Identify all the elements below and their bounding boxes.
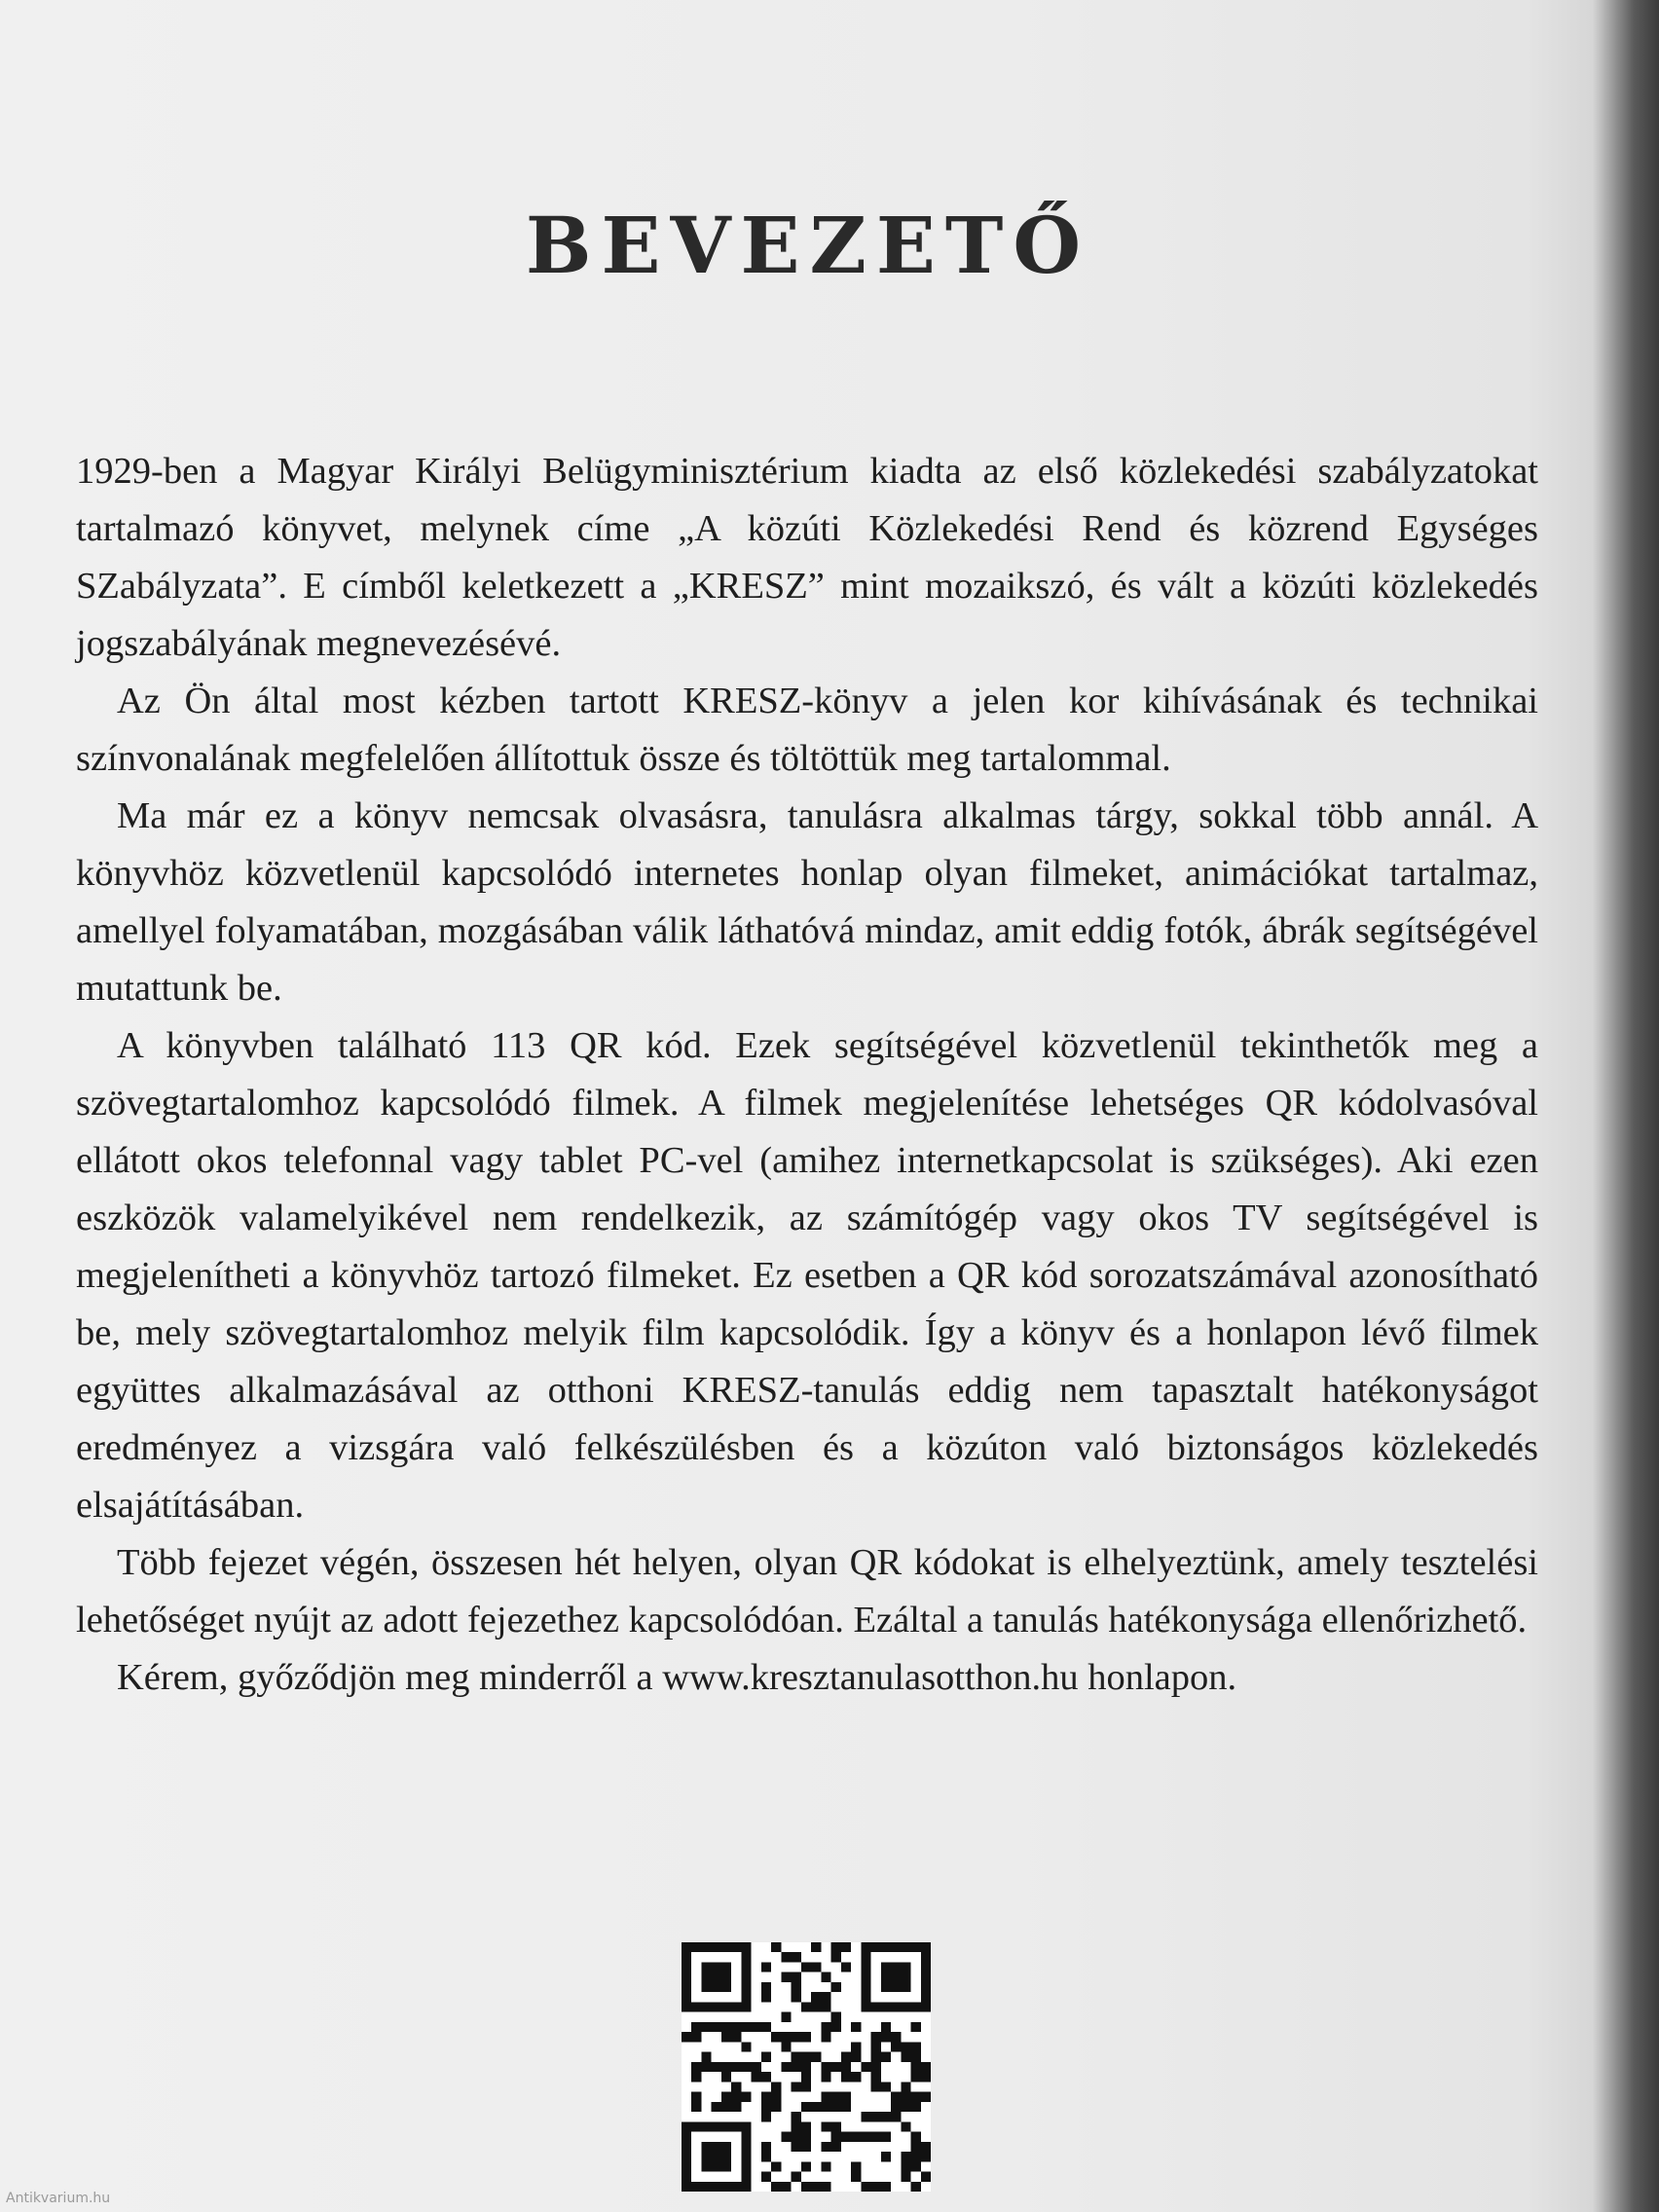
qr-module [771,2082,781,2091]
qr-module [741,1982,751,1992]
qr-module [741,2062,751,2072]
qr-module [921,2172,931,2182]
qr-module [741,2132,751,2142]
paragraph-1: 1929-ben a Magyar Királyi Belügyminisztérium kiadta az első közlekedési szabályzatokat tartalmazó könyvet, melynek címe „A közúti Közlekedési Rend és közrend Egységes SZabályzata”. E címből keletkezett a „KRESZ” mint mozaikszó, és vált a közúti közlekedés jogszabályának megnevezésévé. [76,451,1538,664]
qr-module [891,2042,901,2051]
qr-module [801,2062,811,2072]
qr-module [691,2002,701,2011]
qr-module [831,2062,841,2072]
qr-module [841,2092,851,2102]
qr-module [741,2042,751,2051]
qr-module [721,2121,731,2131]
qr-module [921,2072,931,2082]
qr-module [792,2082,801,2091]
qr-module [881,2032,891,2042]
qr-module [801,2072,811,2082]
qr-module [911,2161,921,2171]
qr-module [771,2032,781,2042]
qr-module [821,2092,830,2102]
qr-module [821,2022,830,2032]
qr-module [881,1972,891,1982]
qr-module [811,2052,821,2062]
qr-module [682,2132,691,2142]
qr-module [682,2152,691,2161]
qr-module [691,2182,701,2192]
qr-module [831,1952,841,1962]
qr-module [691,2062,701,2072]
qr-module [861,2112,870,2121]
qr-module [682,1952,691,1962]
qr-module [781,2032,791,2042]
qr-module [731,2121,741,2131]
qr-module [761,2152,771,2161]
qr-module [901,2102,910,2112]
website-link[interactable]: www.kresztanulasotthon.hu [662,1657,1079,1698]
qr-module [721,1982,731,1992]
qr-module [691,2022,701,2032]
qr-module [691,2072,701,2082]
qr-module [821,2142,830,2152]
qr-module [861,2132,870,2142]
qr-module [831,2142,841,2152]
qr-module [911,2022,921,2032]
qr-module [781,2012,791,2022]
qr-module [851,2052,861,2062]
qr-module [811,2102,821,2112]
qr-module [861,2182,870,2192]
qr-module [831,2022,841,2032]
qr-module [801,2161,811,2171]
qr-module [871,2112,881,2121]
qr-module [881,2082,891,2091]
qr-module [821,2161,830,2171]
qr-module [761,1992,771,2002]
qr-module [871,2042,881,2051]
qr-module [792,1952,801,1962]
qr-module [691,2121,701,2131]
qr-module [682,2161,691,2171]
qr-module [891,1972,901,1982]
qr-module [761,2052,771,2062]
qr-module [821,2102,830,2112]
qr-module [841,1942,851,1952]
qr-module [921,1952,931,1962]
qr-module [792,1992,801,2002]
qr-module [911,2142,921,2152]
qr-module [821,2121,830,2131]
qr-module [781,2042,791,2051]
qr-module [741,1952,751,1962]
qr-module [721,2092,731,2102]
qr-module [861,2002,870,2011]
qr-module [811,1992,821,2002]
qr-module [771,2102,781,2112]
qr-module [801,2182,811,2192]
qr-module [871,2032,881,2042]
qr-module [682,1992,691,2002]
qr-module [911,2002,921,2011]
qr-module [731,2082,741,2091]
qr-module [792,2121,801,2131]
closing-text-before: Kérem, győződjön meg minderről a [117,1657,663,1698]
qr-module [901,2121,910,2131]
qr-module [901,2082,910,2091]
qr-module [701,2121,711,2131]
qr-module [861,1942,870,1952]
qr-module [731,2092,741,2102]
qr-module [792,2032,801,2042]
qr-module [792,2142,801,2152]
qr-module [761,2102,771,2112]
paragraph-3: Ma már ez a könyv nemcsak olvasásra, tanulásra alkalmas tárgy, sokkal több annál. A könyvhöz közvetlenül kapcsolódó internetes honlap olyan filmeket, animációkat tartalmaz, amellyel folyamatában, mozgásában válik láthatóvá mindaz, amit eddig fotók, ábrák segítségével mutattunk be. [76,795,1538,1009]
qr-module [761,2092,771,2102]
qr-module [921,2092,931,2102]
qr-module [821,1992,830,2002]
qr-module [881,2182,891,2192]
qr-module [831,2102,841,2112]
qr-module [801,2002,811,2011]
qr-module [811,2182,821,2192]
qr-module [881,2052,891,2062]
qr-module [691,2102,701,2112]
qr-module [921,2142,931,2152]
qr-module [721,2022,731,2032]
qr-module [741,2172,751,2182]
qr-module [841,1962,851,1972]
qr-module [721,2161,731,2171]
qr-module [741,2182,751,2192]
qr-module [701,1962,711,1972]
qr-module [901,2002,910,2011]
qr-module [801,1962,811,1972]
watermark-text: Antikvarium.hu [6,2191,111,2206]
qr-module [871,2132,881,2142]
qr-module [891,2102,901,2112]
qr-module [712,1972,721,1982]
qr-module [861,1952,870,1962]
qr-module [781,2182,791,2192]
qr-module [801,2142,811,2152]
qr-module [801,2121,811,2131]
closing-text-after: honlapon. [1078,1657,1237,1698]
qr-module [831,1982,841,1992]
qr-module [901,1972,910,1982]
qr-module [781,1952,791,1962]
qr-module [741,2142,751,2152]
qr-module [741,2161,751,2171]
qr-module [712,1942,721,1952]
qr-module [861,1982,870,1992]
qr-module [901,2152,910,2161]
qr-module [741,2022,751,2032]
qr-module [712,1962,721,1972]
qr-module [682,1962,691,1972]
qr-module [851,2161,861,2171]
closing-paragraph [76,1649,1538,1707]
qr-module [821,2072,830,2082]
qr-module [861,1962,870,1972]
qr-module [861,1992,870,2002]
qr-module [841,2102,851,2112]
qr-module [761,2172,771,2182]
qr-module [771,2161,781,2171]
qr-module [881,1982,891,1992]
qr-module [921,1972,931,1982]
qr-module [911,2152,921,2161]
qr-module [831,1942,841,1952]
qr-module [891,2112,901,2121]
qr-module [921,1962,931,1972]
qr-module [831,2121,841,2131]
qr-module [841,2132,851,2142]
qr-module [881,1942,891,1952]
qr-module [792,1972,801,1982]
qr-module [881,2112,891,2121]
qr-module [801,2032,811,2042]
qr-module [911,2092,921,2102]
qr-module [792,2062,801,2072]
qr-module [841,2062,851,2072]
qr-module [911,2072,921,2082]
qr-module [821,2182,830,2192]
qr-module [792,2052,801,2062]
qr-module [741,1942,751,1952]
qr-module [761,2022,771,2032]
qr-module [712,2062,721,2072]
qr-module [741,2152,751,2161]
qr-module [911,2132,921,2142]
qr-module [901,1942,910,1952]
qr-module [712,2102,721,2112]
qr-module [771,2092,781,2102]
qr-module [811,1962,821,1972]
page-title: BEVEZETŐ [525,200,1091,291]
qr-module [682,2002,691,2011]
qr-module [921,1942,931,1952]
qr-module [731,2032,741,2042]
qr-module [901,1962,910,1972]
qr-module [921,2002,931,2011]
qr-module [731,2062,741,2072]
qr-module [792,1982,801,1992]
qr-module [701,2062,711,2072]
qr-module [901,2172,910,2182]
qr-module [701,2182,711,2192]
paragraph-4: A könyvben található 113 QR kód. Ezek segítségével közvetlenül tekinthetők meg a szövegtartalomhoz kapcsolódó filmek. A filmek megjelenítése lehetséges QR kódolvasóval ellátott okos telefonnal vagy tablet PC-vel (amihez internetkapcsolat is szükséges). Aki ezen eszközök valamelyikével nem rendelkezik, az számítógép vagy okos TV segítségével is megjelenítheti a könyvhöz tartozó filmeket. Ez esetben a QR kód sorozatszámával azonosítható be, mely szövegtartalomhoz melyik film kapcsolódik. Így a könyv és a honlapon lévő filmek együttes alkalmazásával az otthoni KRESZ-tanulás eddig nem tapasztalt hatékonyságot eredményez a vizsgára való felkészülésben és a közúton való biztonságos közlekedés elsajátításában. [76,1025,1538,1526]
qr-module [682,2182,691,2192]
qr-module [752,2072,761,2082]
qr-module [712,1982,721,1992]
qr-module [771,2182,781,2192]
qr-module [921,2152,931,2161]
qr-module [741,2002,751,2011]
qr-module [741,1972,751,1982]
qr-module [871,2182,881,2192]
qr-module [891,2032,901,2042]
qr-module [691,2032,701,2042]
qr-module [701,2142,711,2152]
qr-module [841,2072,851,2082]
qr-module [792,2172,801,2182]
qr-module [721,1972,731,1982]
qr-module [682,2032,691,2042]
qr-module [841,2052,851,2062]
qr-module [851,2072,861,2082]
qr-module [911,1942,921,1952]
qr-module [792,2112,801,2121]
qr-module [801,2082,811,2091]
qr-module [861,2062,870,2072]
qr-module [871,2002,881,2011]
qr-module [731,2022,741,2032]
qr-module [921,1982,931,1992]
qr-module [881,2022,891,2032]
qr-module [682,1942,691,1952]
qr-module [891,1982,901,1992]
qr-module [801,2102,811,2112]
qr-module [701,1972,711,1982]
qr-module [712,2002,721,2011]
qr-module [741,1992,751,2002]
qr-module [911,2102,921,2112]
qr-module [851,2172,861,2182]
qr-module [701,2002,711,2011]
qr-module [821,2062,830,2072]
qr-module [721,2102,731,2112]
qr-module [701,2161,711,2171]
qr-module [712,2182,721,2192]
qr-module [881,1962,891,1972]
qr-module [821,1972,830,1982]
qr-module [901,2042,910,2051]
qr-module [831,2012,841,2022]
qr-module [901,1982,910,1992]
qr-module [691,2092,701,2102]
qr-module [761,1962,771,1972]
qr-module [741,1962,751,1972]
qr-module [811,2002,821,2011]
qr-module [721,2062,731,2072]
qr-module [721,1962,731,1972]
qr-module [781,2132,791,2142]
qr-module [731,1942,741,1952]
qr-module [721,2152,731,2161]
qr-module [801,2052,811,2062]
qr-module [721,2032,731,2042]
qr-module [821,2002,830,2011]
qr-module [881,2002,891,2011]
qr-module [881,2132,891,2142]
qr-module [761,2072,771,2082]
qr-module [911,2182,921,2192]
qr-module [891,2092,901,2102]
qr-code-image [682,1942,931,2192]
qr-module [871,2082,881,2091]
qr-module [891,2002,901,2011]
qr-module [712,2161,721,2171]
qr-module [731,2002,741,2011]
qr-module [761,2112,771,2121]
qr-module [682,1972,691,1982]
qr-module [701,2022,711,2032]
qr-module [792,2132,801,2142]
qr-module [831,2132,841,2142]
qr-module [712,2022,721,2032]
qr-module [752,2022,761,2032]
qr-module [871,2062,881,2072]
qr-module [861,1972,870,1982]
qr-module [712,2142,721,2152]
qr-module [682,2142,691,2152]
qr-module [761,2142,771,2152]
qr-module [731,2182,741,2192]
qr-module [921,1992,931,2002]
qr-module [911,2062,921,2072]
qr-module [731,2102,741,2112]
qr-module [781,1972,791,1982]
qr-module [691,1942,701,1952]
qr-module [921,2062,931,2072]
qr-module [701,1942,711,1952]
qr-module [701,2052,711,2062]
qr-module [831,2092,841,2102]
qr-module [721,2142,731,2152]
qr-module [901,2092,910,2102]
qr-module [761,1982,771,1992]
qr-module [741,2121,751,2131]
qr-module [871,1942,881,1952]
qr-module [891,1942,901,1952]
qr-module [901,2052,910,2062]
qr-module [741,2092,751,2102]
paragraph-2: Az Ön által most kézben tartott KRESZ-könyv a jelen kor kihívásának és technikai színvonalának megfelelően állítottuk össze és töltöttük meg tartalommal. [76,681,1538,779]
qr-module [911,2042,921,2051]
qr-module [682,1982,691,1992]
qr-module [801,2132,811,2142]
qr-module [712,2121,721,2131]
qr-module [701,2152,711,2161]
qr-module [712,2152,721,2161]
qr-module [721,2182,731,2192]
qr-module [752,2062,761,2072]
qr-module [781,2062,791,2072]
body-text [76,443,1538,1707]
qr-module [701,1982,711,1992]
qr-module [871,2072,881,2082]
qr-module [682,2172,691,2182]
qr-module [721,2002,731,2011]
qr-module [871,2052,881,2062]
qr-module [881,2152,891,2161]
qr-module [851,2022,861,2032]
paragraph-5: Több fejezet végén, összesen hét helyen, olyan QR kódokat is elhelyeztünk, amely tesztelési lehetőséget nyújt az adott fejezethez kapcsolódóan. Ezáltal a tanulás hatékonysága ellenőrizhető. [76,1542,1538,1641]
qr-module [721,2072,731,2082]
qr-module [771,1942,781,1952]
qr-module [682,2121,691,2131]
qr-module [821,2032,830,2042]
qr-module [901,2161,910,2171]
qr-module [911,2052,921,2062]
qr-module [851,2132,861,2142]
qr-module [811,1942,821,1952]
qr-module [721,1942,731,1952]
qr-module [851,2042,861,2051]
qr-module [891,1962,901,1972]
